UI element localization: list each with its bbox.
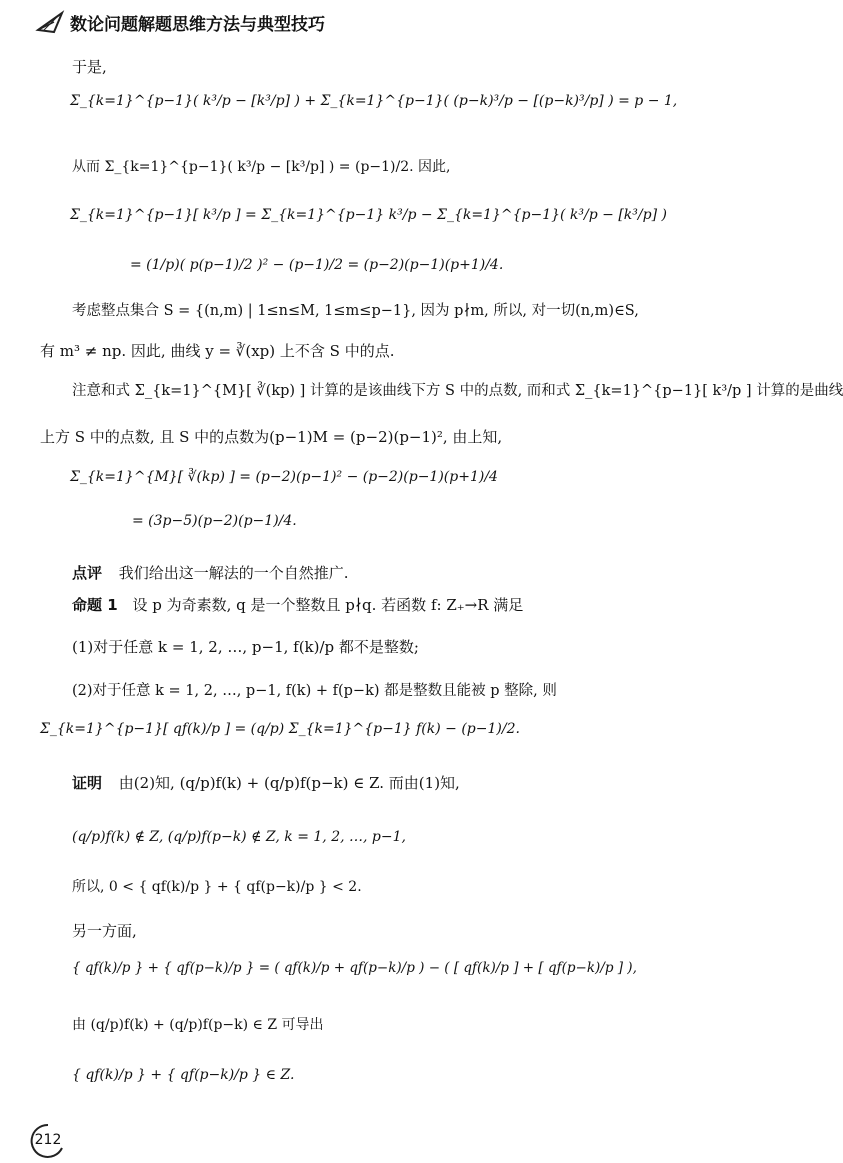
equation-cuberoot-sum-result: = (3p−5)(p−2)(p−1)/4. xyxy=(132,513,297,529)
text-derive: 由 (q/p)f(k) + (q/p)f(p−k) ∈ Z 可导出 xyxy=(72,1017,324,1033)
equation-not-integer: (q/p)f(k) ∉ Z, (q/p)f(p−k) ∉ Z, k = 1, 2, …, p−1, xyxy=(72,829,406,845)
equation-cuberoot-sum: Σ_{k=1}^{M}[ ∛(kp) ] = (p−2)(p−1)² − (p−2)(p−1)(p+1)/4 xyxy=(70,469,498,485)
text-line-hence: 从而 Σ_{k=1}^{p−1}( k³/p − [k³/p] ) = (p−1)/2. 因此, xyxy=(72,159,451,175)
equation-sum-identity: Σ_{k=1}^{p−1}( k³/p − [k³/p] ) + Σ_{k=1}^{p−1}( (p−k)³/p − [(p−k)³/p] ) = p − 1, xyxy=(70,93,678,109)
equation-fraction-identity: { qf(k)/p } + { qf(p−k)/p } = ( qf(k)/p + qf(p−k)/p ) − ( [ qf(k)/p ] + [ qf(p−k)/p ] ), xyxy=(72,960,637,976)
condition-1: (1)对于任意 k = 1, 2, …, p−1, f(k)/p 都不是整数; xyxy=(72,638,419,656)
running-header xyxy=(36,8,325,36)
text-sum-meaning: 注意和式 Σ_{k=1}^{M}[ ∛(kp) ] 计算的是该曲线下方 S 中的点数, 而和式 Σ_{k=1}^{p−1}[ k³/p ] 计算的是曲线 xyxy=(72,383,843,399)
equation-fraction-integer: { qf(k)/p } + { qf(p−k)/p } ∈ Z. xyxy=(72,1067,295,1083)
text-curve-points: 有 m³ ≠ np. 因此, 曲线 y = ∛(xp) 上不含 S 中的点. xyxy=(40,342,395,360)
leaf-logo-icon xyxy=(36,10,64,34)
equation-fraction-bound: 所以, 0 < { qf(k)/p } + { qf(p−k)/p } < 2. xyxy=(72,879,362,895)
text-line-1: 于是, xyxy=(72,58,107,76)
proposition-line xyxy=(72,598,523,613)
remark-line xyxy=(72,566,349,581)
equation-proposition-result: Σ_{k=1}^{p−1}[ qf(k)/p ] = (q/p) Σ_{k=1}^{p−1} f(k) − (p−1)/2. xyxy=(40,721,520,737)
condition-2: (2)对于任意 k = 1, 2, …, p−1, f(k) + f(p−k) 都是整数且能被 p 整除, 则 xyxy=(72,683,557,699)
proposition-text: 设 p 为奇素数, q 是一个整数且 p∤q. 若函数 f: Z₊→R 满足 xyxy=(132,596,524,614)
equation-floor-sum-result: = (1/p)( p(p−1)/2 )² − (p−1)/2 = (p−2)(p−1)(p+1)/4. xyxy=(130,257,504,273)
proposition-label: 命题 1 xyxy=(72,596,118,614)
text-points-count: 上方 S 中的点数, 且 S 中的点数为(p−1)M = (p−2)(p−1)², 由上知, xyxy=(40,428,503,446)
page-number: 212 xyxy=(34,1132,62,1148)
text-on-the-other-hand: 另一方面, xyxy=(72,922,137,940)
remark-text: 我们给出这一解法的一个自然推广. xyxy=(118,564,349,582)
equation-floor-sum: Σ_{k=1}^{p−1}[ k³/p ] = Σ_{k=1}^{p−1} k³/p − Σ_{k=1}^{p−1}( k³/p − [k³/p] ) xyxy=(70,207,667,223)
proof-text: 由(2)知, (q/p)f(k) + (q/p)f(p−k) ∈ Z. 而由(1)知, xyxy=(118,774,460,792)
remark-label: 点评 xyxy=(72,564,103,582)
text-lattice-set: 考虑整点集合 S = {(n,m) | 1≤n≤M, 1≤m≤p−1}, 因为 p∤m, 所以, 对一切(n,m)∈S, xyxy=(72,303,639,319)
proof-line xyxy=(72,776,460,791)
proof-label: 证明 xyxy=(72,774,103,792)
header-title: 数论问题解题思维方法与典型技巧 xyxy=(70,14,325,35)
